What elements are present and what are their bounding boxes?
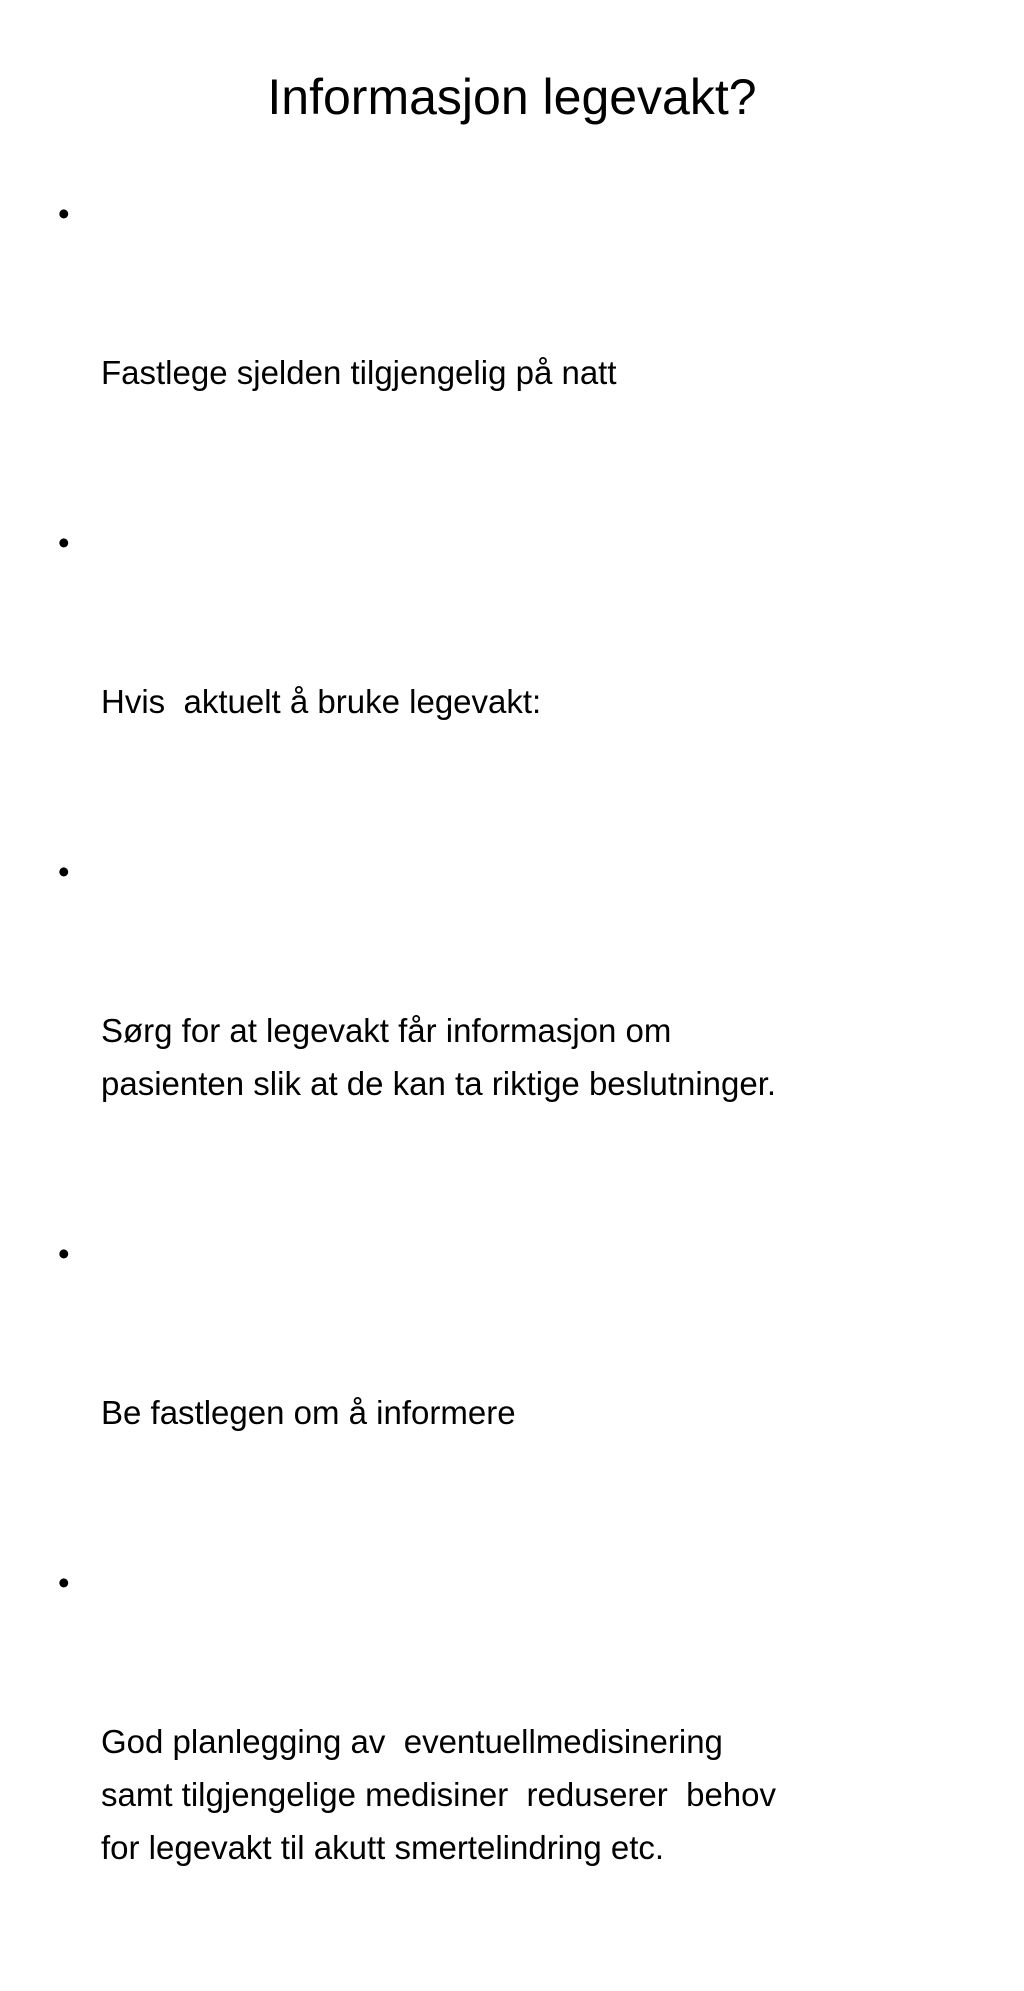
bullet-item [58,1556,978,1980]
bullet-text: Sørg for at legevakt får informasjon om pasienten slik at de kan ta riktige beslutninger. [101,1012,777,1102]
bullet-dot-icon: • [58,195,70,232]
bullet-item [58,516,978,834]
bullet-text: Hvis aktuelt å bruke legevakt: [101,683,542,720]
bullet-list [58,187,978,1991]
bullet-text: God planlegging av eventuellmedisinering samt tilgjengelige medisiner reduserer behov for legevakt til akutt smertelindring etc. [101,1723,777,1866]
bullet-dot-icon: • [58,1564,70,1601]
bullet-item [58,187,978,505]
bullet-item [58,845,978,1216]
bullet-dot-icon: • [58,853,70,890]
bullet-dot-icon: • [58,1235,70,1272]
bullet-text: Fastlege sjelden tilgjengelig på natt [101,354,617,391]
bullet-text: Be fastlegen om å informere [101,1394,516,1431]
slide-title: Informasjon legevakt? [267,69,757,125]
bullet-item [58,1227,978,1545]
bullet-dot-icon: • [58,524,70,561]
